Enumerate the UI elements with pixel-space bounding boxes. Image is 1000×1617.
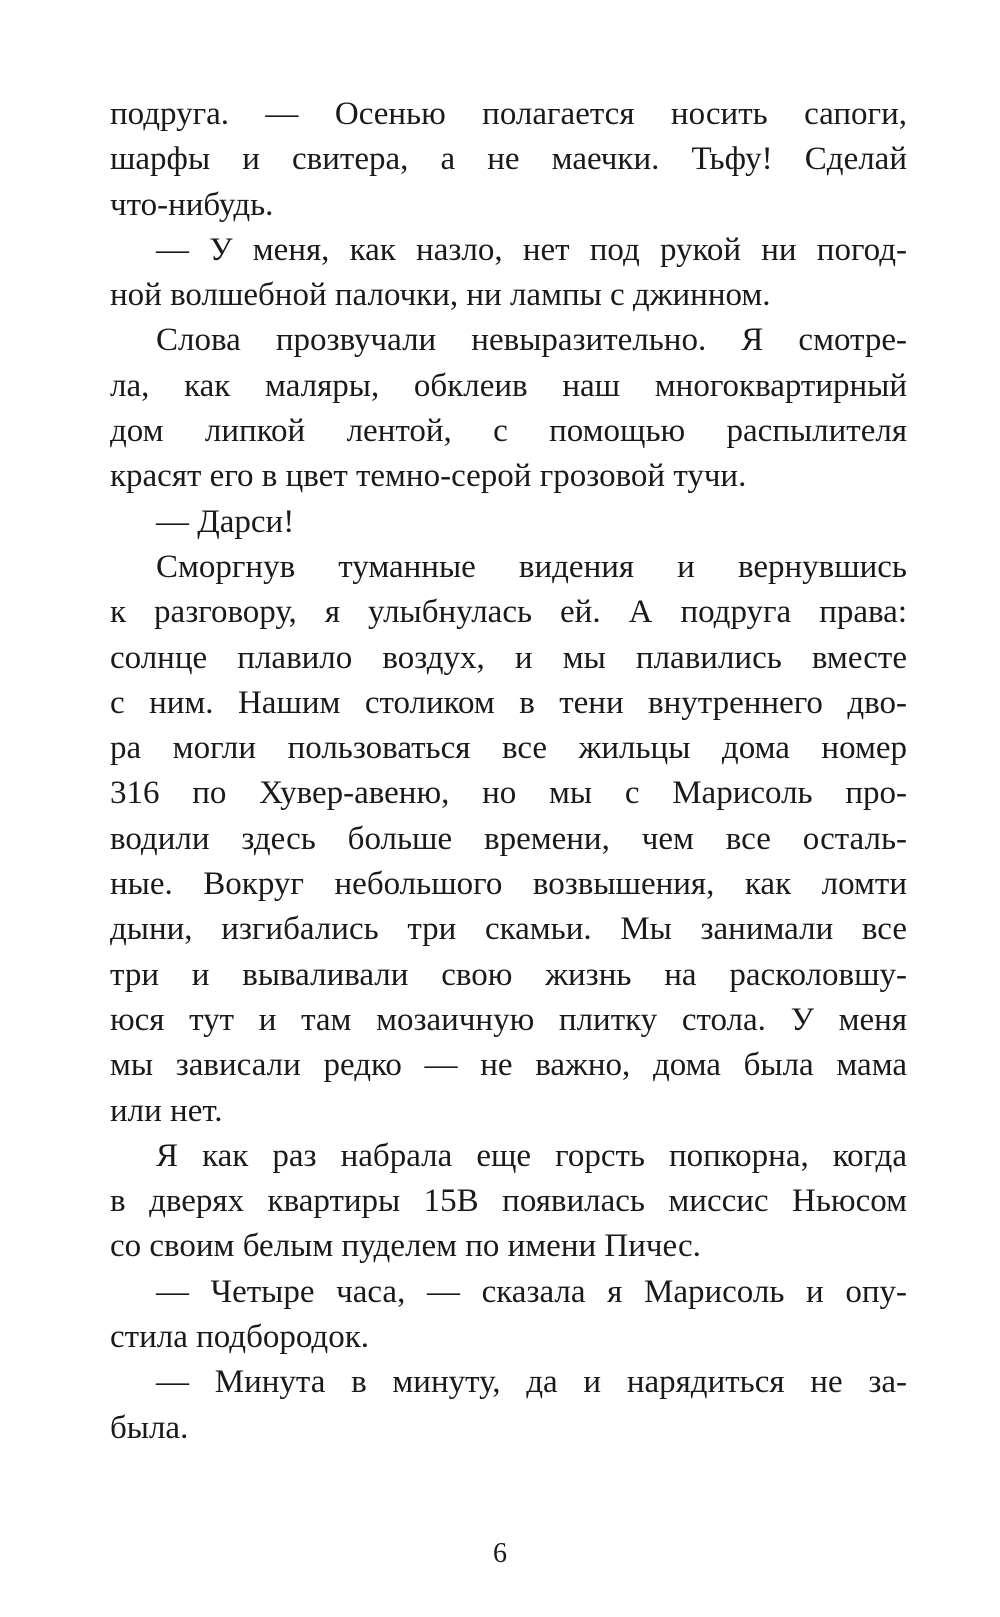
text-line: со своим белым пуделем по имени Пичес. (110, 1228, 701, 1265)
text-line: ра могли пользоваться все жильцы дома номер (110, 730, 907, 767)
text-line: ные. Вокруг небольшого возвышения, как ломти (110, 866, 907, 903)
text-line: или нет. (110, 1092, 223, 1129)
text-line: — У меня, как назло, нет под рукой ни погод- (156, 231, 907, 268)
text-line: мы зависали редко — не важно, дома была мама (110, 1047, 907, 1084)
text-line: дом липкой лентой, с помощью распылителя (110, 413, 907, 450)
text-line: — Четыре часа, — сказала я Марисоль и опу- (156, 1273, 907, 1310)
text-line: ной волшебной палочки, ни лампы с джинном. (110, 277, 771, 314)
text-line: к разговору, я улыбнулась ей. А подруга права: (110, 594, 907, 631)
text-line: водили здесь больше времени, чем все осталь- (110, 820, 907, 857)
text-line: ла, как маляры, обклеив наш многоквартирный (110, 367, 907, 404)
text-line: была. (110, 1409, 189, 1446)
text-line: Сморгнув туманные видения и вернувшись (156, 548, 907, 585)
text-line: в дверях квартиры 15В появилась миссис Ньюсом (110, 1183, 907, 1220)
text-line: солнце плавило воздух, и мы плавились вместе (110, 639, 907, 676)
text-line: что-нибудь. (110, 186, 274, 223)
page-body-text (110, 92, 907, 1451)
text-line: юся тут и там мозаичную плитку стола. У меня (110, 1001, 907, 1038)
text-line: три и вываливали свою жизнь на расколовшу- (110, 956, 907, 993)
text-line: — Минута в минуту, да и нарядиться не за- (156, 1364, 907, 1401)
text-line: Слова прозвучали невыразительно. Я смотре- (156, 322, 907, 359)
page-number: 6 (493, 1538, 507, 1569)
text-line: подруга. — Осенью полагается носить сапоги, (110, 96, 907, 132)
text-line: 316 по Хувер-авеню, но мы с Марисоль про- (110, 775, 907, 812)
text-line: — Дарси! (156, 503, 295, 540)
text-line: с ним. Нашим столиком в тени внутреннего дво- (110, 684, 907, 721)
text-line: шарфы и свитера, а не маечки. Тьфу! Сделай (110, 141, 907, 178)
text-line: стила подбородок. (110, 1319, 370, 1356)
text-line: красят его в цвет темно-серой грозовой тучи. (110, 458, 747, 495)
text-line: Я как раз набрала еще горсть попкорна, когда (156, 1137, 907, 1174)
text-line: дыни, изгибались три скамьи. Мы занимали все (110, 911, 907, 948)
